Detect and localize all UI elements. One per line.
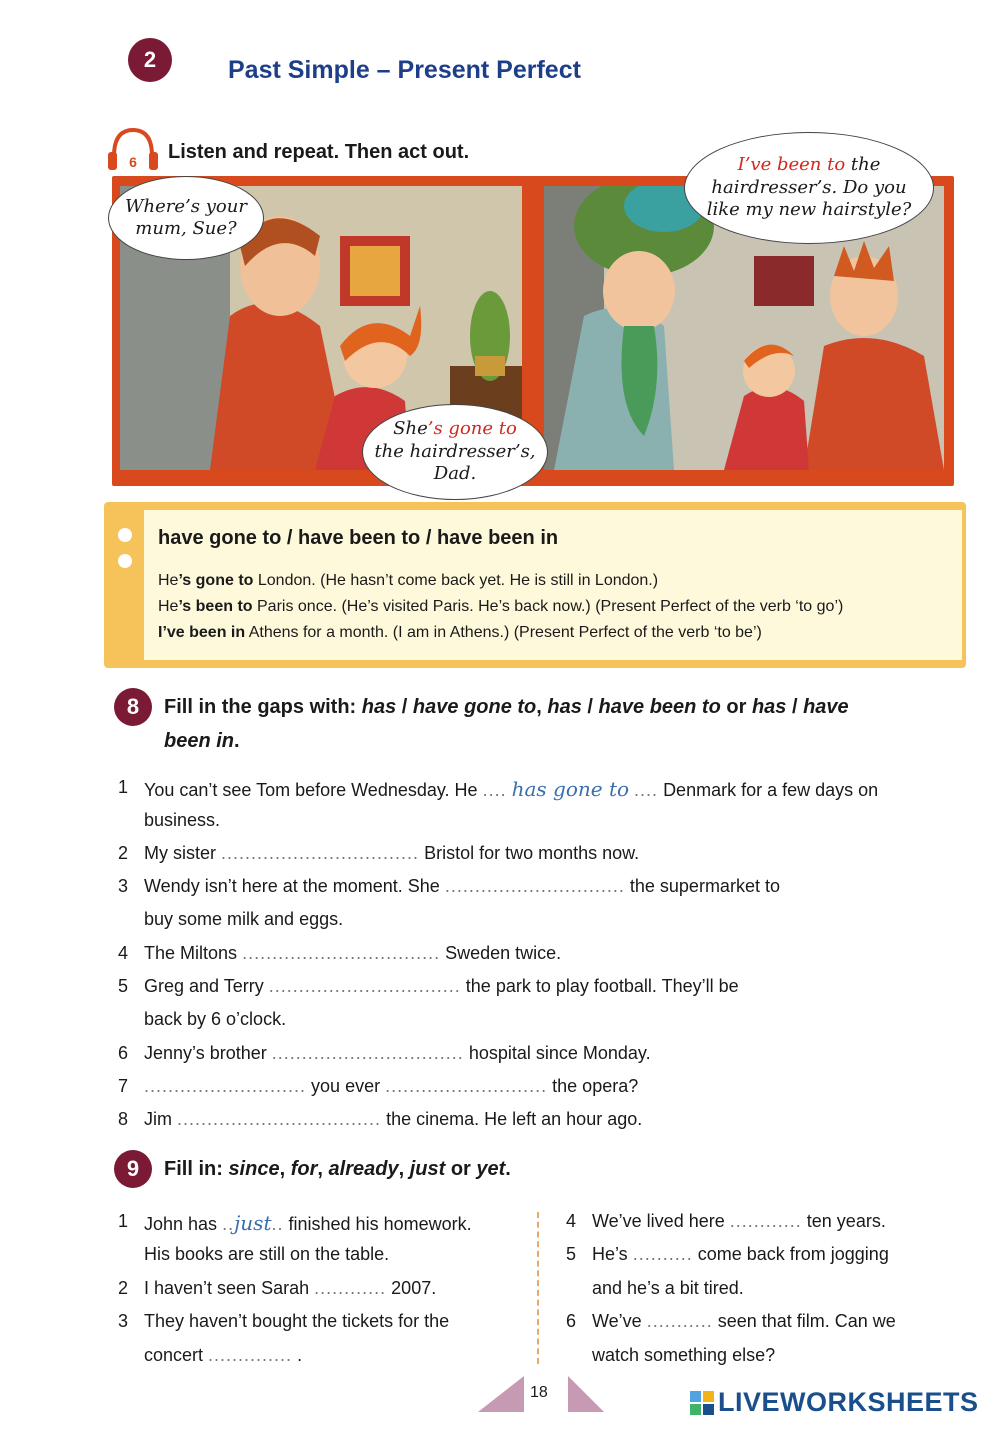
- ex9-gap-5[interactable]: ..........: [632, 1244, 693, 1264]
- ex9-item-3: They haven’t bought the tickets for the: [144, 1311, 450, 1331]
- ex8-item-1: You can’t see Tom before Wednesday. He .... has gone to .... Denmark for a few days on: [144, 777, 879, 801]
- bubble-2-line-3: Dad.: [433, 463, 477, 485]
- bubble-3-line-2: hairdresser’s. Do you: [711, 176, 907, 198]
- speech-bubble-mum: [684, 132, 934, 244]
- bubble-1-line-1: Where’s your: [125, 195, 247, 217]
- ex8-gap-4[interactable]: .................................: [242, 943, 441, 963]
- item-number: 3: [118, 1311, 129, 1331]
- exercise-9-badge: 9: [114, 1150, 152, 1188]
- ex8-item-5-cont: back by 6 o’clock.: [144, 1009, 287, 1029]
- ex8-item-7: ........................... you ever ........................... the opera?: [144, 1076, 639, 1096]
- item-number: 4: [118, 943, 129, 963]
- unit-number-badge: 2: [128, 38, 172, 82]
- item-number: 2: [118, 1278, 129, 1298]
- page-title: Past Simple – Present Perfect: [228, 56, 581, 84]
- ex8-item-8: Jim .................................. the cinema. He left an hour ago.: [144, 1109, 643, 1129]
- ex8-gap-7b[interactable]: ...........................: [385, 1076, 548, 1096]
- speech-bubble-dad: [108, 176, 264, 260]
- ex8-item-3-cont: buy some milk and eggs.: [144, 909, 344, 929]
- item-number: 4: [566, 1211, 577, 1231]
- ex9-item-5-cont: and he’s a bit tired.: [592, 1278, 744, 1298]
- ex8-item-1-cont: business.: [144, 810, 221, 830]
- ex8-gap-6[interactable]: ................................: [271, 1043, 464, 1063]
- bubble-3-highlight: I’ve been to: [737, 154, 846, 176]
- logo-grid-icon: [690, 1391, 714, 1415]
- grammar-title: have gone to / have been to / have been in: [158, 527, 559, 549]
- page-number: 18: [530, 1384, 548, 1401]
- ex8-item-2: My sister ................................. Bristol for two months now.: [144, 843, 640, 863]
- exercise-9-instruction: Fill in: since, for, already, just or yet.: [164, 1158, 511, 1180]
- bullet-dot: [118, 554, 132, 568]
- bubble-3-rest: the: [845, 154, 881, 176]
- exercise-8-instruction: Fill in the gaps with: has / have gone to, has / have been to or has / have: [164, 696, 849, 718]
- ex8-answer-1[interactable]: has gone to: [511, 777, 630, 801]
- ex8-item-5: Greg and Terry ................................ the park to play football. They’ll be: [144, 976, 739, 996]
- item-number: 6: [118, 1043, 129, 1063]
- grammar-example-1: He’s gone to London. (He hasn’t come back yet. He is still in London.): [158, 572, 659, 589]
- speech-bubble-sue: [362, 404, 548, 500]
- grammar-example-3: I’ve been in Athens for a month. (I am in Athens.) (Present Perfect of the verb ‘to be’): [158, 624, 762, 641]
- ex9-gap-6[interactable]: ...........: [646, 1311, 713, 1331]
- ex8-gap-2[interactable]: .................................: [221, 843, 420, 863]
- ex9-gap-3[interactable]: ..............: [208, 1345, 293, 1365]
- ex9-item-6-cont: watch something else?: [592, 1345, 776, 1365]
- item-number: 2: [118, 843, 129, 863]
- ex9-item-1: John has ..just.. finished his homework.: [144, 1211, 472, 1235]
- item-number: 8: [118, 1109, 129, 1129]
- bubble-2-line-2: the hairdresser’s,: [374, 440, 536, 462]
- bubble-1-line-2: mum, Sue?: [135, 218, 237, 239]
- ex9-item-5: He’s .......... come back from jogging: [592, 1244, 889, 1264]
- track-number: 6: [129, 154, 137, 170]
- ex8-item-6: Jenny’s brother ................................ hospital since Monday.: [144, 1043, 651, 1063]
- exercise-8-instruction-cont: been in.: [164, 730, 240, 752]
- headphones-icon[interactable]: [106, 124, 160, 174]
- brand-name: LIVEWORKSHEETS: [718, 1387, 979, 1417]
- liveworksheets-logo[interactable]: [690, 1387, 979, 1418]
- ex8-gap-3[interactable]: ..............................: [444, 876, 625, 896]
- ex8-item-3: Wendy isn’t here at the moment. She .............................. the supermarket to: [144, 876, 780, 896]
- ex8-gap-8[interactable]: ..................................: [177, 1109, 382, 1129]
- exercise-8-badge: 8: [114, 688, 152, 726]
- grammar-example-2: He’s been to Paris once. (He’s visited Paris. He’s back now.) (Present Perfect of the verb ‘to go’): [158, 598, 844, 615]
- page-corner-right: [568, 1376, 604, 1412]
- page-corner-left: [478, 1376, 524, 1412]
- ex8-gap-7a[interactable]: ...........................: [144, 1076, 307, 1096]
- listening-instruction: Listen and repeat. Then act out.: [168, 141, 470, 163]
- ex9-item-3-cont: concert .............. .: [144, 1345, 303, 1365]
- ex9-item-4: We’ve lived here ............ ten years.: [592, 1211, 886, 1231]
- item-number: 5: [566, 1244, 577, 1264]
- ex9-gap-4[interactable]: ............: [729, 1211, 802, 1231]
- ex8-gap-5[interactable]: ................................: [268, 976, 461, 996]
- ex9-item-2: I haven’t seen Sarah ............ 2007.: [144, 1278, 437, 1298]
- item-number: 5: [118, 976, 129, 996]
- ex9-answer-1[interactable]: just: [234, 1211, 272, 1235]
- ex8-item-4: The Miltons ................................. Sweden twice.: [144, 943, 562, 963]
- item-number: 1: [118, 1211, 129, 1231]
- bubble-3-line-3: like my new hairstyle?: [706, 199, 912, 221]
- bubble-2-she: She: [393, 418, 428, 440]
- ex9-item-6: We’ve ........... seen that film. Can we: [592, 1311, 896, 1331]
- ex9-item-1-cont: His books are still on the table.: [144, 1244, 390, 1264]
- item-number: 1: [118, 777, 129, 797]
- column-divider: [537, 1212, 539, 1364]
- ex9-gap-2[interactable]: ............: [314, 1278, 387, 1298]
- item-number: 3: [118, 876, 129, 896]
- bubble-2-highlight: ’s gone to: [427, 418, 517, 440]
- item-number: 7: [118, 1076, 129, 1096]
- item-number: 6: [566, 1311, 577, 1331]
- bullet-dot: [118, 528, 132, 542]
